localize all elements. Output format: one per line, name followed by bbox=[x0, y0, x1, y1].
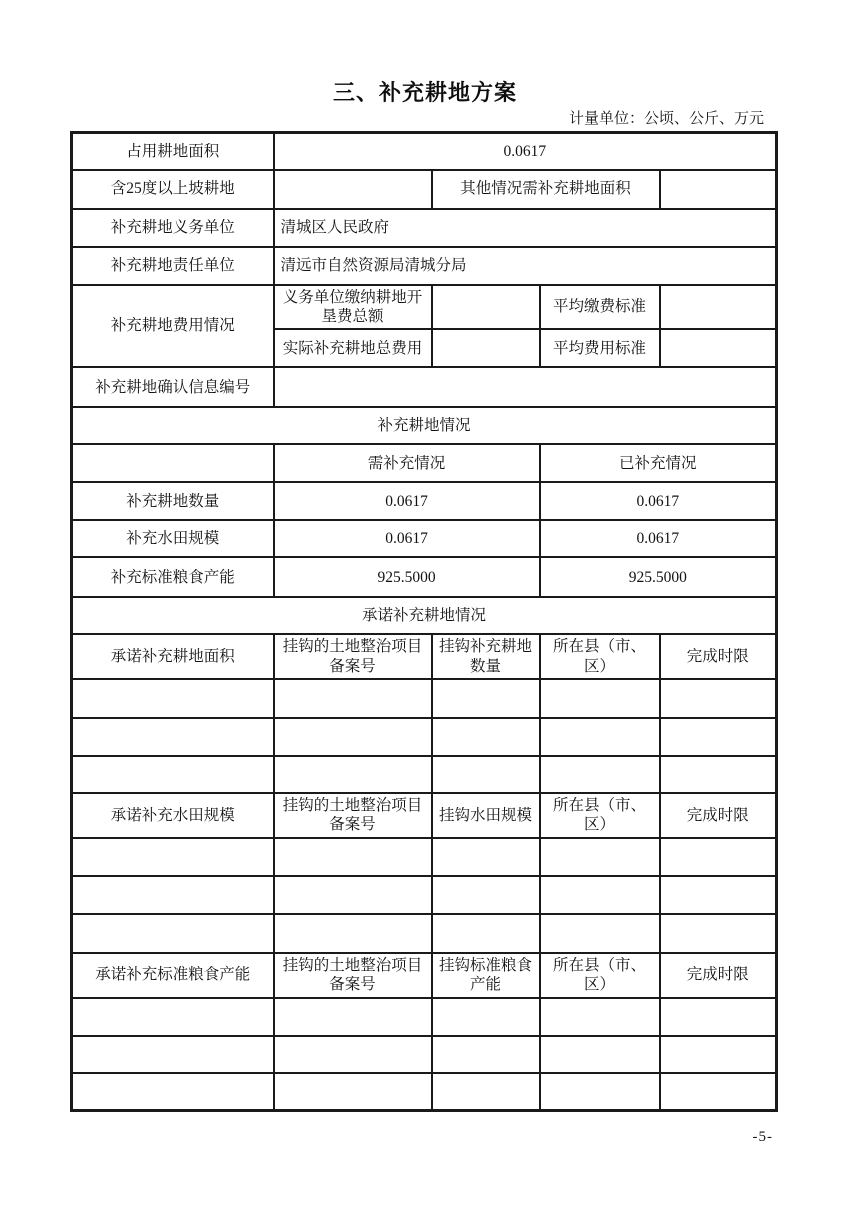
table-row bbox=[72, 247, 777, 285]
empty-cell bbox=[540, 876, 660, 914]
table-row bbox=[72, 209, 777, 247]
commit-grain-deadline-header: 完成时限 bbox=[660, 953, 777, 998]
empty-cell bbox=[540, 1036, 660, 1073]
commit-grain-record-number-header: 挂钩的土地整治项目备案号 bbox=[274, 953, 432, 998]
page-number: -5- bbox=[752, 1129, 773, 1145]
empty-cell bbox=[72, 838, 274, 876]
table-row bbox=[72, 367, 777, 407]
empty-cell bbox=[72, 679, 274, 718]
page-title: 三、补充耕地方案 bbox=[332, 80, 517, 105]
needed-situation-column-header: 需补充情况 bbox=[274, 444, 540, 482]
empty-cell bbox=[432, 998, 540, 1036]
completed-situation-column-header: 已补充情况 bbox=[540, 444, 777, 482]
avg-payment-standard-label: 平均缴费标准 bbox=[540, 285, 660, 330]
empty-cell bbox=[540, 914, 660, 953]
empty-cell bbox=[540, 679, 660, 718]
empty-cell bbox=[540, 718, 660, 756]
table-row bbox=[72, 634, 777, 679]
empty-cell bbox=[540, 998, 660, 1036]
actual-total-cost-label: 实际补充耕地总费用 bbox=[274, 329, 432, 367]
supplement-land-form-table bbox=[70, 131, 778, 1112]
empty-cell bbox=[432, 914, 540, 953]
empty-cell bbox=[274, 914, 432, 953]
reclaim-fee-total-value bbox=[432, 285, 540, 330]
supplement-quantity-label: 补充耕地数量 bbox=[72, 482, 274, 520]
commitment-section-header: 承诺补充耕地情况 bbox=[72, 597, 777, 634]
table-row bbox=[72, 170, 777, 209]
commit-grain-linked-capacity-header: 挂钩标准粮食产能 bbox=[432, 953, 540, 998]
commit-paddy-label: 承诺补充水田规模 bbox=[72, 793, 274, 838]
supplement-quantity-completed: 0.0617 bbox=[540, 482, 777, 520]
empty-cell bbox=[274, 679, 432, 718]
commit-area-deadline-header: 完成时限 bbox=[660, 634, 777, 679]
table-row bbox=[72, 133, 777, 170]
empty-cell bbox=[540, 838, 660, 876]
table-row bbox=[72, 520, 777, 557]
slope-over-25-value bbox=[274, 170, 432, 209]
table-row bbox=[72, 597, 777, 634]
commit-paddy-linked-scale-header: 挂钩水田规模 bbox=[432, 793, 540, 838]
measurement-unit-note: 计量单位：公顷、公斤、万元 bbox=[568, 111, 764, 127]
table-row bbox=[72, 679, 777, 718]
empty-cell bbox=[72, 756, 274, 793]
grain-capacity-needed: 925.5000 bbox=[274, 557, 540, 597]
table-row bbox=[72, 285, 777, 330]
reclaim-fee-total-label: 义务单位缴纳耕地开垦费总额 bbox=[274, 285, 432, 330]
table-row bbox=[72, 756, 777, 793]
empty-cell bbox=[540, 756, 660, 793]
table-row bbox=[72, 914, 777, 953]
commit-paddy-record-number-header: 挂钩的土地整治项目备案号 bbox=[274, 793, 432, 838]
obligation-unit-value: 清城区人民政府 bbox=[274, 209, 777, 247]
table-row bbox=[72, 953, 777, 998]
confirm-info-number-label: 补充耕地确认信息编号 bbox=[72, 367, 274, 407]
commit-area-record-number-header: 挂钩的土地整治项目备案号 bbox=[274, 634, 432, 679]
empty-cell bbox=[274, 1036, 432, 1073]
table-row bbox=[72, 718, 777, 756]
commit-grain-label: 承诺补充标准粮食产能 bbox=[72, 953, 274, 998]
grain-capacity-label: 补充标准粮食产能 bbox=[72, 557, 274, 597]
empty-cell bbox=[432, 1073, 540, 1111]
actual-total-cost-value bbox=[432, 329, 540, 367]
empty-cell bbox=[274, 838, 432, 876]
grain-capacity-completed: 925.5000 bbox=[540, 557, 777, 597]
avg-cost-standard-value bbox=[660, 329, 777, 367]
occupied-area-label: 占用耕地面积 bbox=[72, 133, 274, 170]
responsible-unit-value: 清远市自然资源局清城分局 bbox=[274, 247, 777, 285]
empty-cell bbox=[540, 1073, 660, 1111]
table-row bbox=[72, 1073, 777, 1111]
empty-cell bbox=[432, 756, 540, 793]
empty-cell bbox=[72, 444, 274, 482]
empty-cell bbox=[660, 679, 777, 718]
situation-section-header: 补充耕地情况 bbox=[72, 407, 777, 444]
empty-cell bbox=[660, 756, 777, 793]
obligation-unit-label: 补充耕地义务单位 bbox=[72, 209, 274, 247]
empty-cell bbox=[274, 718, 432, 756]
empty-cell bbox=[72, 876, 274, 914]
empty-cell bbox=[274, 756, 432, 793]
commit-paddy-deadline-header: 完成时限 bbox=[660, 793, 777, 838]
commit-grain-county-header: 所在县（市、区） bbox=[540, 953, 660, 998]
table-row bbox=[72, 838, 777, 876]
other-supplement-area-value bbox=[660, 170, 777, 209]
occupied-area-value: 0.0617 bbox=[274, 133, 777, 170]
empty-cell bbox=[72, 998, 274, 1036]
paddy-scale-completed: 0.0617 bbox=[540, 520, 777, 557]
empty-cell bbox=[432, 679, 540, 718]
empty-cell bbox=[274, 998, 432, 1036]
table-row bbox=[72, 557, 777, 597]
table-row bbox=[72, 793, 777, 838]
empty-cell bbox=[660, 718, 777, 756]
empty-cell bbox=[274, 1073, 432, 1111]
other-supplement-area-label: 其他情况需补充耕地面积 bbox=[432, 170, 660, 209]
commit-area-label: 承诺补充耕地面积 bbox=[72, 634, 274, 679]
avg-cost-standard-label: 平均费用标准 bbox=[540, 329, 660, 367]
table-row bbox=[72, 444, 777, 482]
empty-cell bbox=[660, 1073, 777, 1111]
empty-cell bbox=[72, 1036, 274, 1073]
empty-cell bbox=[432, 876, 540, 914]
commit-paddy-county-header: 所在县（市、区） bbox=[540, 793, 660, 838]
empty-cell bbox=[660, 1036, 777, 1073]
avg-payment-standard-value bbox=[660, 285, 777, 330]
slope-over-25-label: 含25度以上坡耕地 bbox=[72, 170, 274, 209]
commit-area-county-header: 所在县（市、区） bbox=[540, 634, 660, 679]
empty-cell bbox=[432, 838, 540, 876]
empty-cell bbox=[660, 914, 777, 953]
table-row bbox=[72, 876, 777, 914]
empty-cell bbox=[72, 914, 274, 953]
empty-cell bbox=[660, 838, 777, 876]
fee-section-label: 补充耕地费用情况 bbox=[72, 285, 274, 368]
table-row bbox=[72, 998, 777, 1036]
empty-cell bbox=[274, 876, 432, 914]
paddy-scale-needed: 0.0617 bbox=[274, 520, 540, 557]
commit-area-linked-quantity-header: 挂钩补充耕地数量 bbox=[432, 634, 540, 679]
supplement-quantity-needed: 0.0617 bbox=[274, 482, 540, 520]
confirm-info-number-value bbox=[274, 367, 777, 407]
empty-cell bbox=[432, 1036, 540, 1073]
empty-cell bbox=[660, 998, 777, 1036]
paddy-scale-label: 补充水田规模 bbox=[72, 520, 274, 557]
table-row bbox=[72, 482, 777, 520]
empty-cell bbox=[432, 718, 540, 756]
table-row bbox=[72, 1036, 777, 1073]
empty-cell bbox=[72, 718, 274, 756]
empty-cell bbox=[72, 1073, 274, 1111]
responsible-unit-label: 补充耕地责任单位 bbox=[72, 247, 274, 285]
empty-cell bbox=[660, 876, 777, 914]
table-row bbox=[72, 407, 777, 444]
